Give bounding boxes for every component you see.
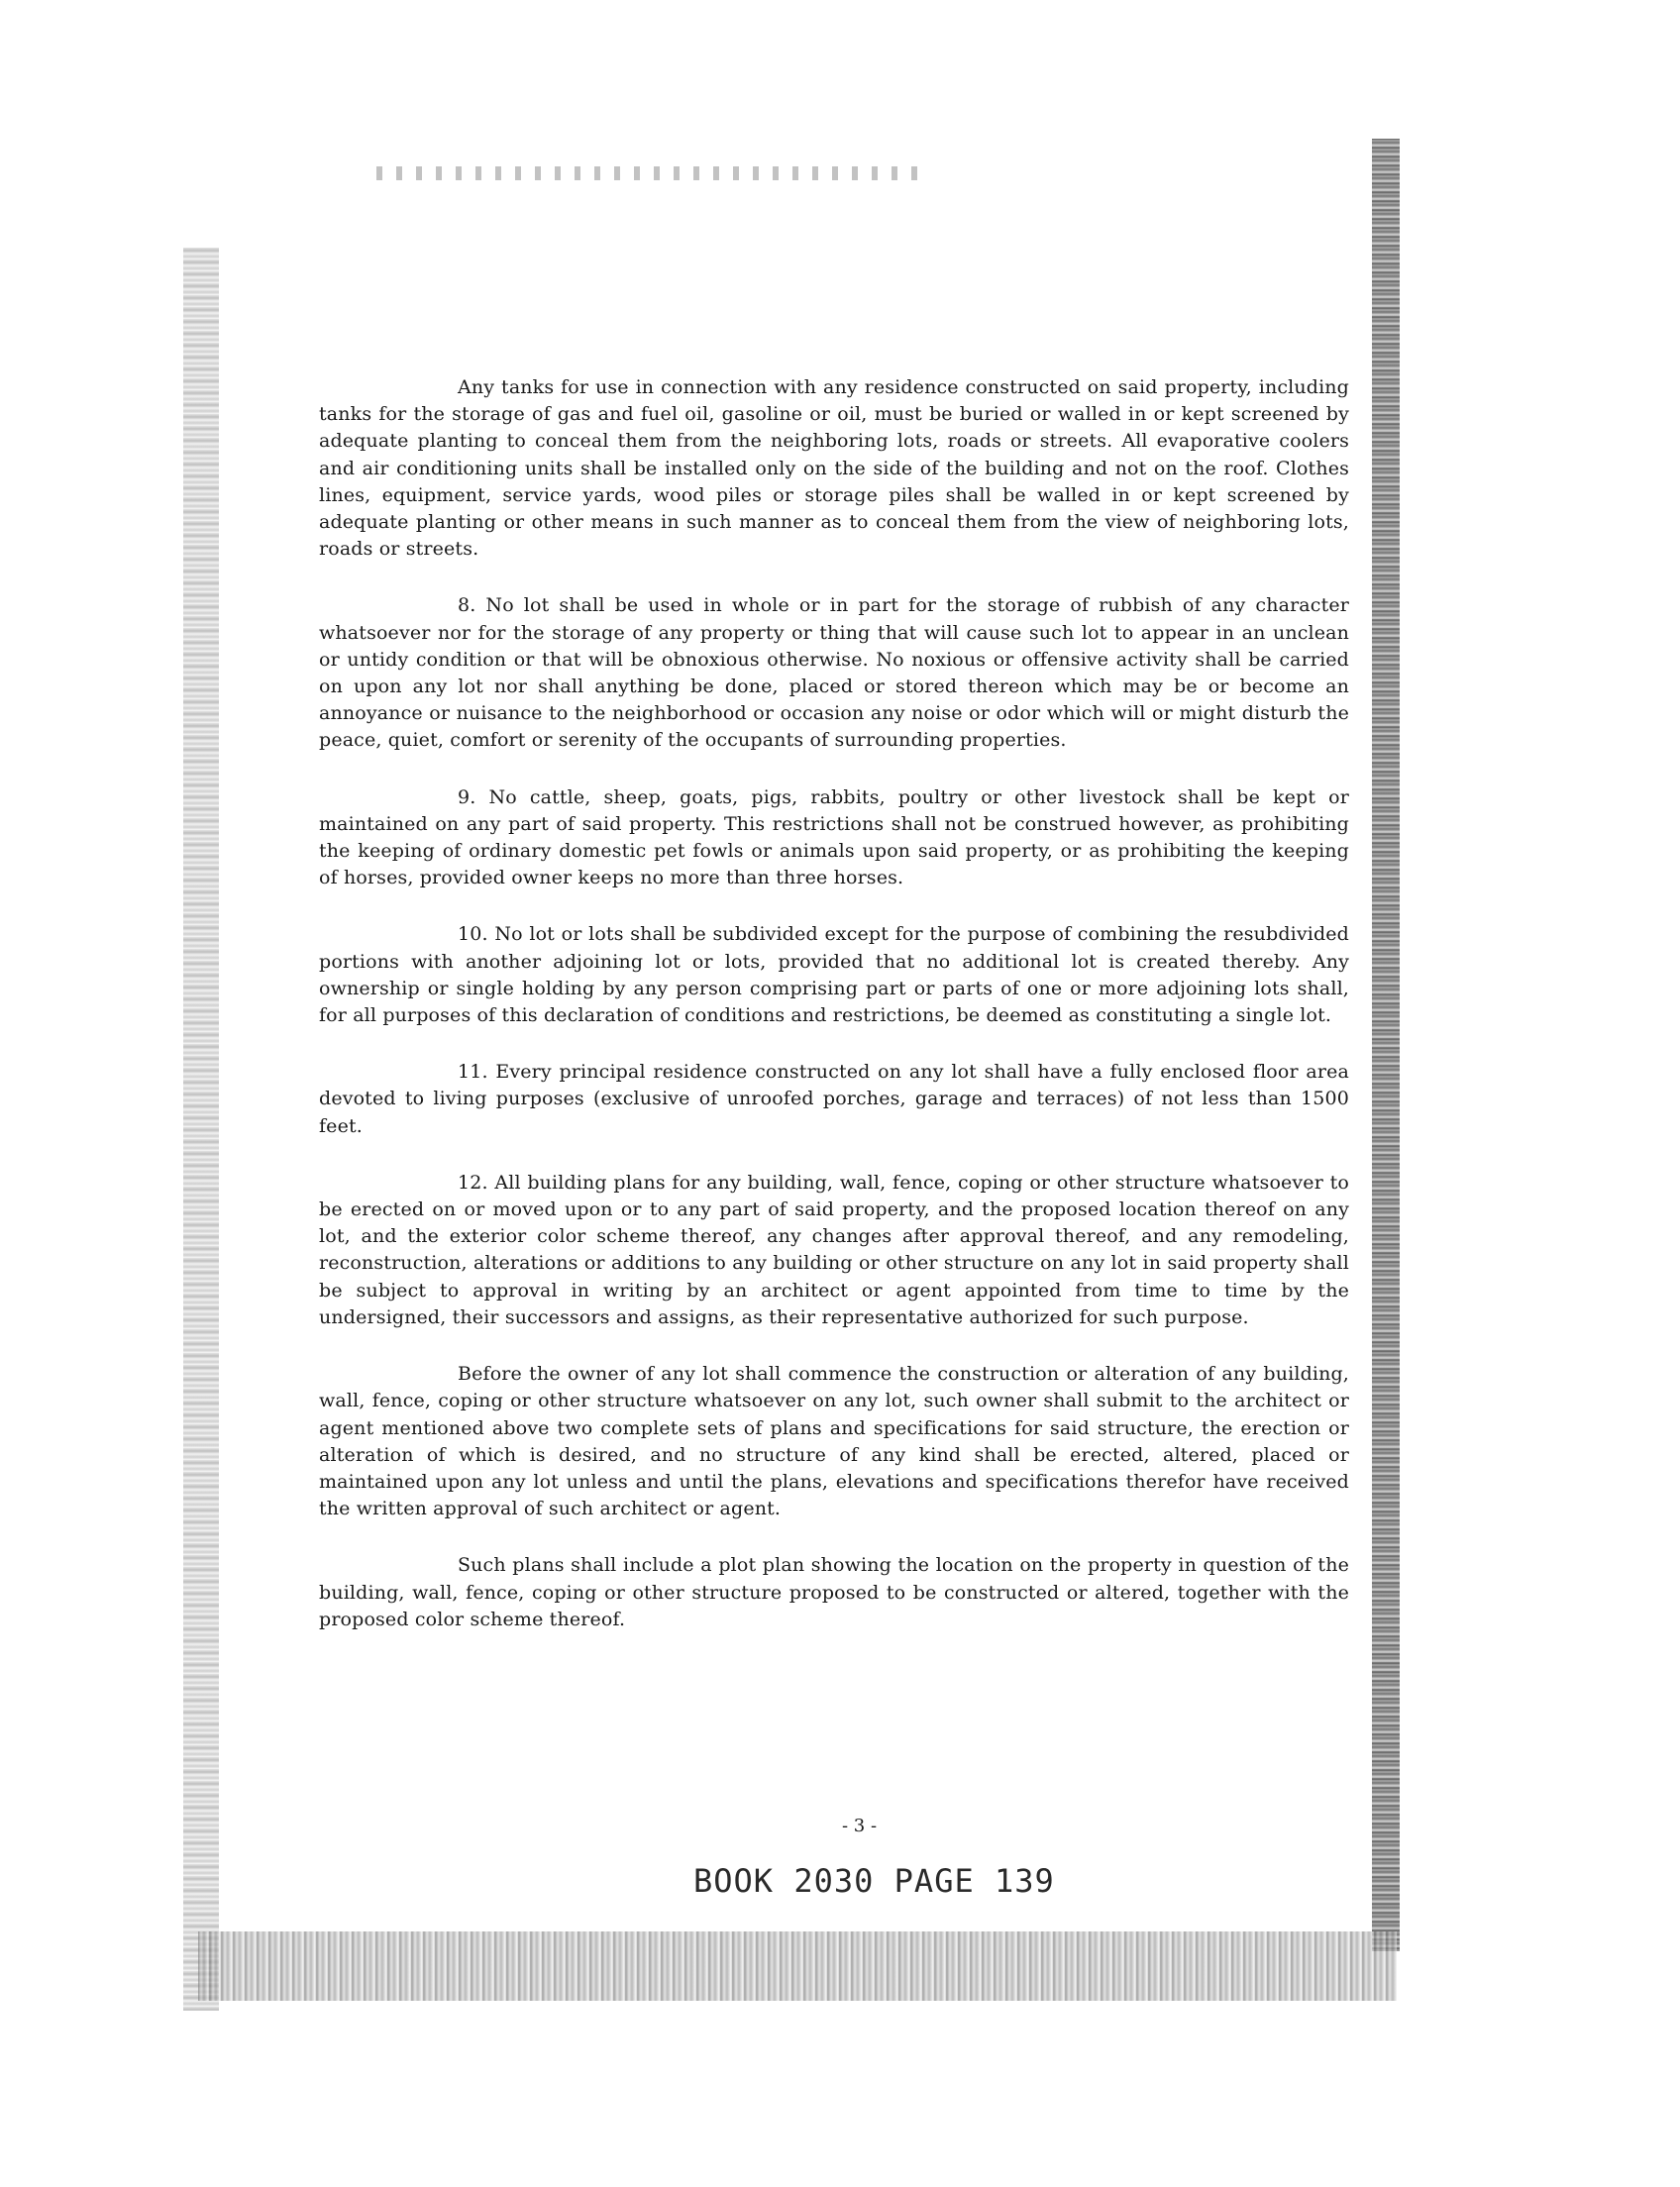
- paragraph-9-livestock: 9. No cattle, sheep, goats, pigs, rabbits, poultry or other livestock shall be kept or maintained on any part of said property. This restrictions shall not be construed however, as prohibiting the keeping of ordinary domestic pet fowls or animals upon said property, or as prohibiting the keeping of horses, provided owner keeps no more than three horses.: [319, 785, 1349, 889]
- scan-header-noise: [376, 166, 931, 180]
- paragraph-10-subdivision: 10. No lot or lots shall be subdivided except for the purpose of combining the resubdivided portions with another adjoining lot or lots, provided that no additional lot is created thereby. Any ownership or single holding by any person comprising part or parts of one or more adjoining lots shall, for all purposes of this declaration of conditions and restrictions, be deemed as constituting a single lot.: [319, 923, 1349, 1027]
- page-number: - 3 -: [842, 1816, 878, 1836]
- document-body: [319, 374, 1349, 1659]
- paragraph-12-building-plans: 12. All building plans for any building, wall, fence, coping or other structure whatsoever to be erected on or moved upon or to any part of said property, and the proposed location thereof on any lot, and the exterior color scheme thereof, any changes after approval thereof, and any remodeling, reconstruction, alterations or additions to any building or other structure on any lot in said property shall be subject to approval in writing by an architect or agent appointed from time to time by the undersigned, their successors and assigns, as their representative authorized for such purpose.: [319, 1171, 1349, 1328]
- book-page-stamp: BOOK 2030 PAGE 139: [693, 1862, 1055, 1900]
- scan-edge-right: [1372, 139, 1400, 1951]
- scan-edge-left: [183, 248, 219, 2011]
- paragraph-tanks: Any tanks for use in connection with any residence constructed on said property, including tanks for the storage of gas and fuel oil, gasoline or oil, must be buried or walled in or kept screened by adequate planting to conceal them from the neighboring lots, roads or streets. All evaporative coolers and air conditioning units shall be installed only on the side of the building and not on the roof. Clothes lines, equipment, service yards, wood piles or storage piles shall be walled in or kept screened by adequate planting or other means in such manner as to conceal them from the view of neighboring lots, roads or streets.: [319, 376, 1349, 561]
- paragraph-8-rubbish: 8. No lot shall be used in whole or in part for the storage of rubbish of any character whatsoever nor for the storage of any property or thing that will cause such lot to appear in an unclean or untidy condition or that will be obnoxious otherwise. No noxious or offensive activity shall be carried on upon any lot nor shall anything be done, placed or stored thereon which may be or become an annoyance or nuisance to the neighborhood or occasion any noise or odor which will or might disturb the peace, quiet, comfort or serenity of the occupants of surrounding properties.: [319, 594, 1349, 752]
- paragraph-11-floor-area: 11. Every principal residence constructed on any lot shall have a fully enclosed floor area devoted to living purposes (exclusive of unroofed porches, garage and terraces) of not less than 1500 feet.: [319, 1061, 1349, 1137]
- scan-edge-bottom: [198, 1931, 1397, 2001]
- paragraph-owner-submission: Before the owner of any lot shall commence the construction or alteration of any building, wall, fence, coping or other structure whatsoever on any lot, such owner shall submit to the architect or agent mentioned above two complete sets of plans and specifications for said structure, the erection or alteration of which is desired, and no structure of any kind shall be erected, altered, placed or maintained upon any lot unless and until the plans, elevations and specifications therefor have received the written approval of such architect or agent.: [319, 1363, 1349, 1520]
- paragraph-plot-plan: Such plans shall include a plot plan showing the location on the property in question of the building, wall, fence, coping or other structure proposed to be constructed or altered, together with the proposed color scheme thereof.: [319, 1554, 1349, 1630]
